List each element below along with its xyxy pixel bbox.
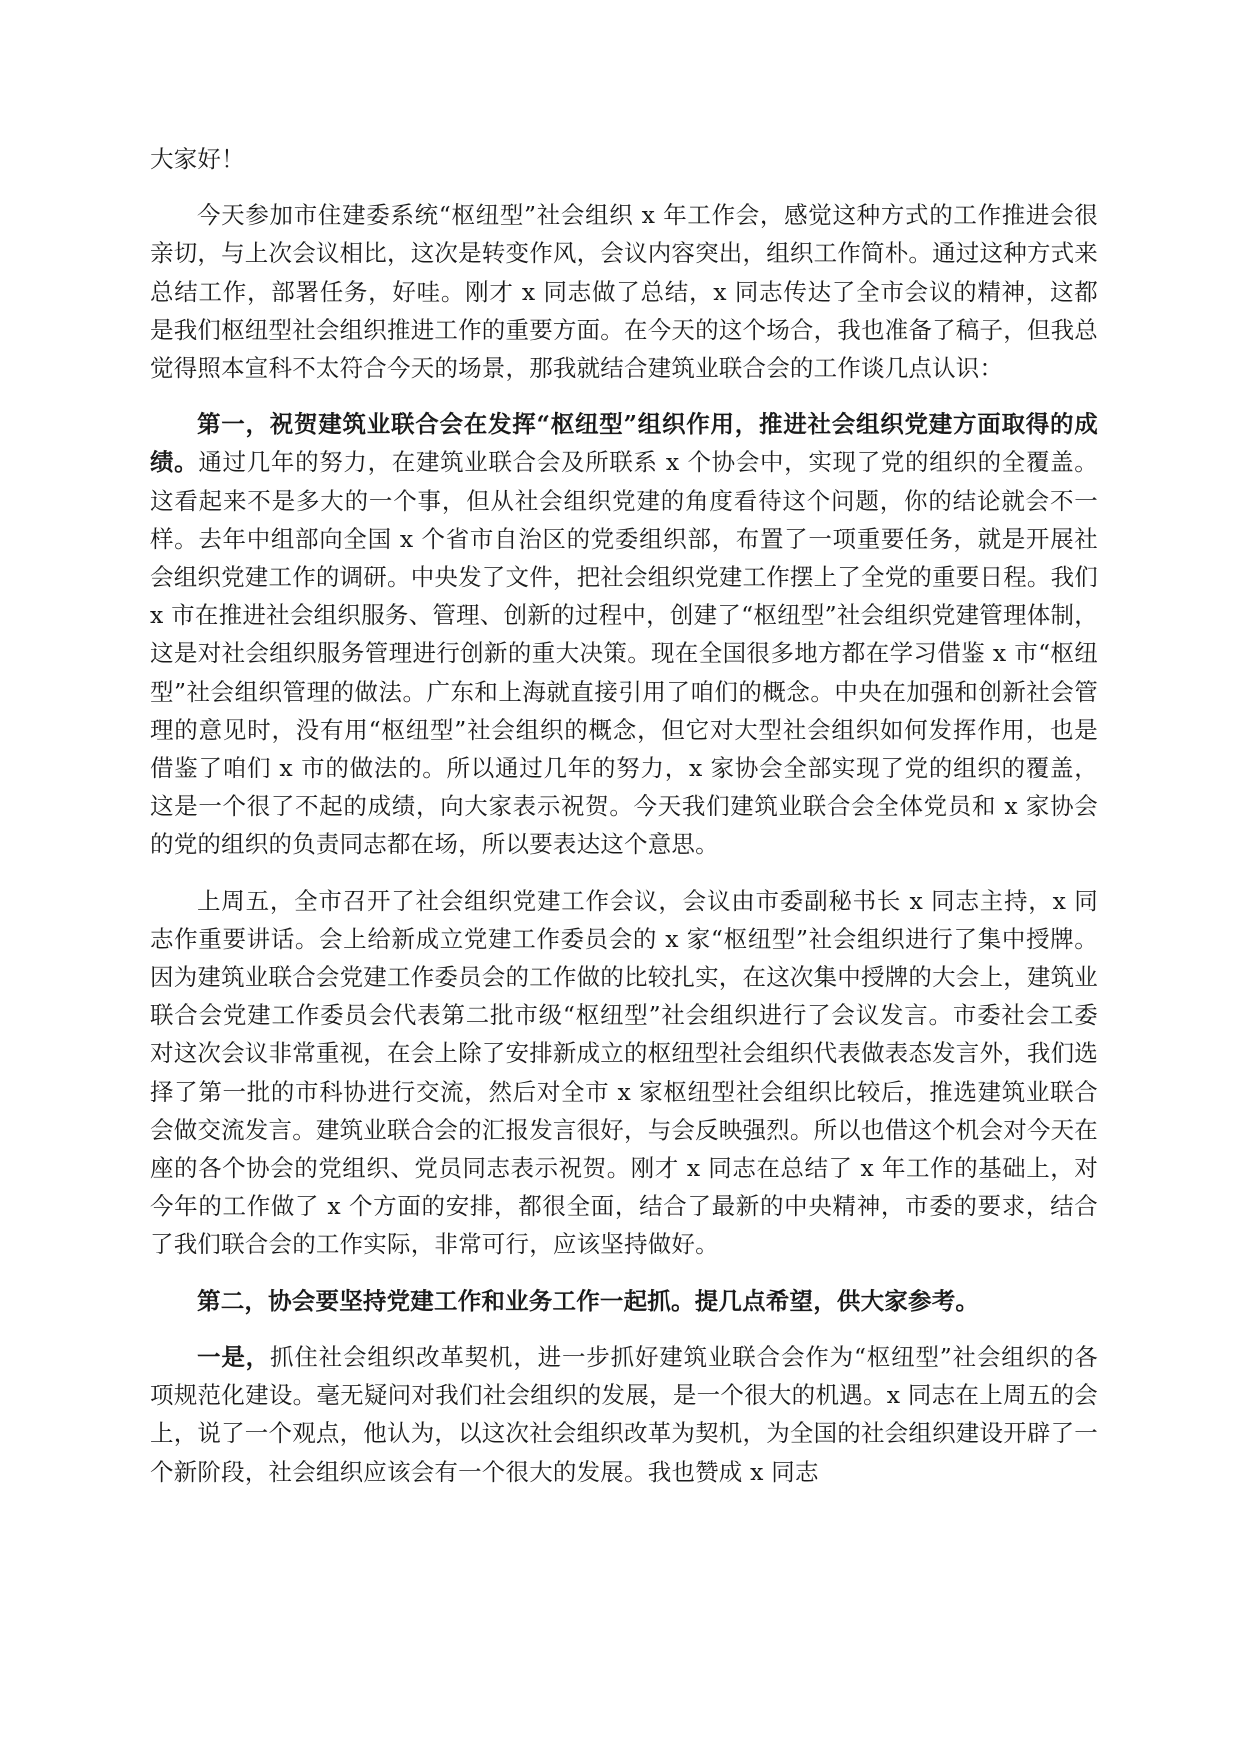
paragraph-second-point-heading: 第二，协会要坚持党建工作和业务工作一起抓。提几点希望，供大家参考。 bbox=[197, 1286, 980, 1315]
greeting: 大家好！ bbox=[150, 145, 245, 173]
paragraph-intro: 今天参加市住建委系统“枢纽型”社会组织 x 年工作会，感觉这种方式的工作推进会很亲切，与上次会议相比，这次是转变作风，会议内容突出，组织工作简朴。通过这种方式来总结工作，部署任务，好哇。刚才 x 同志做了总结，x 同志传达了全市会议的精神，这都是我们枢纽型社会组织推进工作的重要方面。在今天的这个场合，我也准备了稿子，但我总觉得照本宣科不太符合今天的场景，那我就结合建筑业联合会的工作谈几点认识： bbox=[150, 201, 1098, 383]
first-point-heading: 第一，祝贺建筑业联合会在发挥“枢纽型”组织作用，推进社会组织党建方面取得的成绩。 bbox=[150, 410, 1098, 477]
paragraph-item-one bbox=[150, 1338, 1098, 1491]
item-one-body: 抓住社会组织改革契机，进一步抓好建筑业联合会作为“枢纽型”社会组织的各项规范化建设。毫无疑问对我们社会组织的发展，是一个很大的机遇。x 同志在上周五的会上，说了一个观点，他认为，以这次社会组织改革为契机，为全国的社会组织建设开辟了一个新阶段，社会组织应该会有一个很大的发展。我也赞成 x 同志 bbox=[150, 1342, 1098, 1486]
paragraph-first-point bbox=[150, 405, 1098, 863]
item-one-label: 一是， bbox=[197, 1342, 270, 1371]
document-page bbox=[150, 140, 1098, 1491]
paragraph-meeting-report: 上周五，全市召开了社会组织党建工作会议，会议由市委副秘书长 x 同志主持，x 同志作重要讲话。会上给新成立党建工作委员会的 x 家“枢纽型”社会组织进行了集中授牌。因为建筑业联合会党建工作委员会的工作做的比较扎实，在这次集中授牌的大会上，建筑业联合会党建工作委员会代表第二批市级“枢纽型”社会组织进行了会议发言。市委社会工委对这次会议非常重视，在会上除了安排新成立的枢纽型社会组织代表做表态发言外，我们选择了第一批的市科协进行交流，然后对全市 x 家枢纽型社会组织比较后，推选建筑业联合会做交流发言。建筑业联合会的汇报发言很好，与会反映强烈。所以也借这个机会对今天在座的各个协会的党组织、党员同志表示祝贺。刚才 x 同志在总结了 x 年工作的基础上，对今年的工作做了 x 个方面的安排，都很全面，结合了最新的中央精神，市委的要求，结合了我们联合会的工作实际，非常可行，应该坚持做好。 bbox=[150, 886, 1098, 1259]
first-point-body: 通过几年的努力，在建筑业联合会及所联系 x 个协会中，实现了党的组织的全覆盖。这看起来不是多大的一个事，但从社会组织党建的角度看待这个问题，你的结论就会不一样。去年中组部向全国 x 个省市自治区的党委组织部，布置了一项重要任务，就是开展社会组织党建工作的调研。中央发了文件，把社会组织党建工作摆上了全党的重要日程。我们 x 市在推进社会组织服务、管理、创新的过程中，创建了“枢纽型”社会组织党建管理体制，这是对社会组织服务管理进行创新的重大决策。现在全国很多地方都在学习借鉴 x 市“枢纽型”社会组织管理的做法。广东和上海就直接引用了咱们的概念。中央在加强和创新社会管理的意见时，没有用“枢纽型”社会组织的概念，但它对大型社会组织如何发挥作用，也是借鉴了咱们 x 市的做法的。所以通过几年的努力，x 家协会全部实现了党的组织的覆盖，这是一个很了不起的成绩，向大家表示祝贺。今天我们建筑业联合会全体党员和 x 家协会的党的组织的负责同志都在场，所以要表达这个意思。 bbox=[150, 448, 1098, 859]
